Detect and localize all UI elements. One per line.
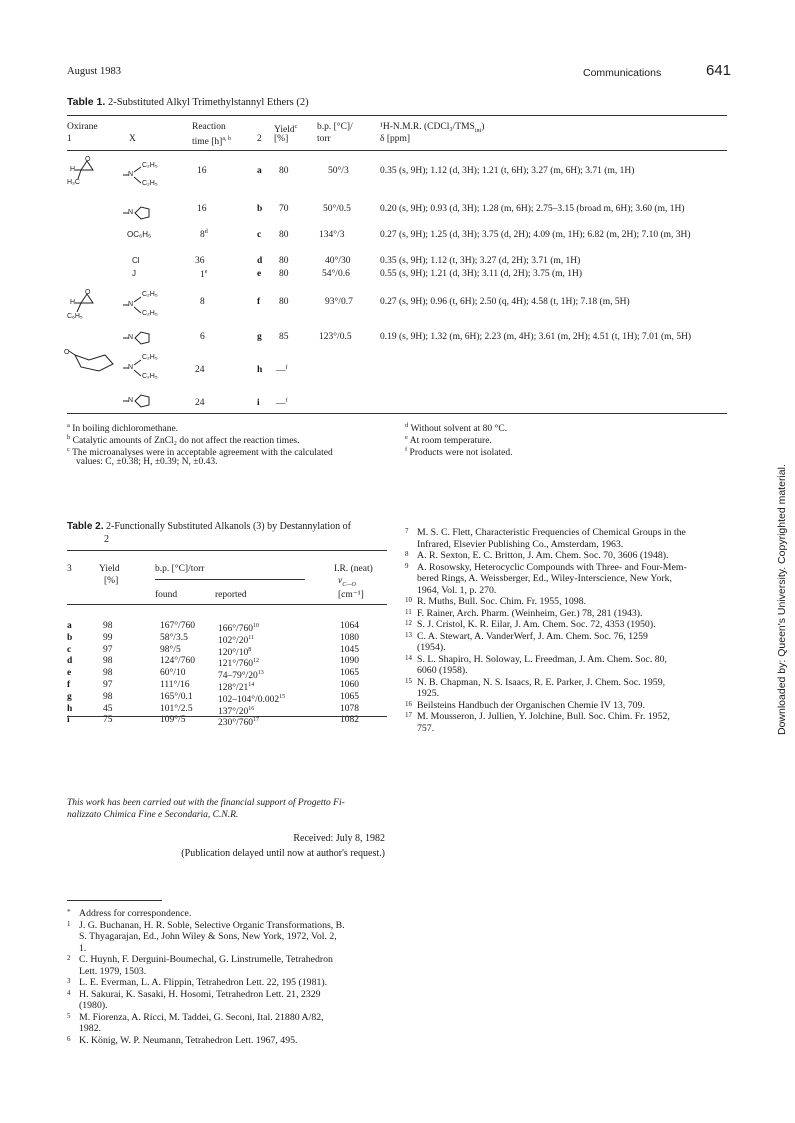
table2-head-rule [67, 604, 387, 605]
reference-number: 4 [67, 988, 71, 997]
reference-line: M. Fiorenza, A. Ricci, M. Taddei, G. Seconi, Ital. 21880 A/82, [79, 1011, 324, 1023]
t2-yield: 75 [103, 715, 113, 726]
t2-col-ir1: I.R. (neat) [334, 564, 373, 574]
t1-id-d: d [257, 256, 263, 266]
t2-ir: 1045 [340, 644, 359, 655]
struct-c2h5-h1: C₂H₅ [142, 354, 158, 361]
t1-col-bp1: b.p. [°C]/ [317, 122, 353, 132]
t2-found: 98°/5 [160, 644, 181, 655]
reference-number: 16 [405, 699, 412, 708]
t2-id: e [67, 668, 72, 679]
t2-found: 109°/5 [160, 715, 186, 726]
reference-line: (1980). [79, 1000, 108, 1011]
t1-bp-d: 40°/30 [325, 256, 351, 266]
t1-time-i: 24 [195, 398, 205, 408]
t2-col-reported: reported [215, 590, 247, 600]
t1-id-b: b [257, 204, 263, 214]
reference-line: S. L. Shapiro, H. Soloway, L. Freedman, J. Am. Chem. Soc. 80, [417, 653, 667, 665]
reference-number: 8 [405, 550, 409, 558]
t2-ir: 1064 [340, 621, 359, 631]
t2-col-found: found [155, 590, 178, 600]
t2-ir: 1080 [340, 632, 359, 643]
t1-id-h: h [257, 365, 263, 375]
struct-n-i: N [128, 397, 134, 404]
reference-number: 12 [405, 619, 412, 627]
acknowledgement: This work has been carried out with the financial support of Progetto Fi- nalizzato Chimica Fine e Secondaria, C.N.R. [67, 798, 345, 820]
t1-col-x: X [129, 134, 136, 144]
reference-line: R. Muths, Bull. Soc. Chim. Fr. 1955, 1098. [417, 596, 587, 607]
reference-number: 9 [405, 561, 409, 570]
t1-time-d: 36 [195, 256, 205, 266]
t2-bp-rule [155, 579, 305, 580]
t1-time-h: 24 [195, 365, 205, 375]
struct-n-g: N [128, 334, 134, 341]
t2-ir: 1082 [340, 715, 359, 726]
table2-label: Table 2. [67, 521, 104, 532]
t1-footnote-c1: $^c$ The microanalyses were in acceptable agreement with the calculated [67, 446, 333, 459]
t2-yield: 97 [103, 680, 113, 690]
t1-yield-b: 70 [279, 204, 289, 214]
t1-x-d: Cl [132, 256, 140, 265]
t2-reported: $128^\circ/21^{14}$ [218, 682, 255, 694]
t2-found: 58°/3.5 [160, 632, 188, 643]
t2-col-yield1: Yield [99, 564, 120, 574]
t1-bp-g: 123°/0.5 [319, 332, 352, 342]
t1-footnote-c2: values: C, ±0.38; H, ±0.39; N, ±0.43. [76, 457, 218, 467]
t1-col-nmr2: δ [ppm] [380, 134, 411, 144]
t1-time-a: 16 [197, 166, 207, 176]
t1-nmr-d: 0.35 (s, 9H); 1.12 (t, 3H); 3.27 (d, 2H); 3.71 (m, 1H) [380, 256, 581, 266]
t1-yield-d: 80 [279, 256, 289, 266]
struct-n-a: N [128, 171, 134, 178]
t2-id: c [67, 644, 72, 655]
download-notice: Downloaded by: Queen's University. Copyrighted material. [776, 464, 788, 735]
struct-o-1: O [85, 156, 91, 163]
struct-h3c: H₃C [67, 179, 80, 186]
reference-line: (1954). [417, 642, 446, 653]
t1-nmr-b: 0.20 (s, 9H); 0.93 (d, 3H); 1.28 (m, 6H); 2.75–3.15 (broad m, 6H); 3.60 (m, 1H) [380, 204, 685, 214]
reference-number: 11 [405, 607, 412, 616]
reference-line: M. Mousseron, J. Jullien, Y. Jolchine, Bull. Soc. Chim. Fr. 1952, [417, 711, 670, 722]
reference-line: Infrared, Elsevier Publishing Co., Amsterdam, 1963. [417, 538, 624, 550]
reference-line: 1982. [79, 1023, 102, 1034]
reference-line: A. Rosowsky, Heterocyclic Compounds with Three- and Four-Mem- [417, 561, 687, 573]
t2-ir: 1078 [340, 703, 359, 714]
table1-caption [67, 96, 309, 108]
struct-n-f: N [128, 301, 134, 308]
t1-yield-c: 80 [279, 230, 289, 240]
t1-id-i: i [257, 398, 260, 408]
t1-footnote-a: $^a$ In boiling dichloromethane. [67, 422, 179, 435]
reference-number: 7 [405, 527, 409, 535]
t1-yield-g: 85 [279, 332, 289, 342]
t1-bp-c: 134°/3 [319, 230, 345, 240]
t1-nmr-f: 0.27 (s, 9H); 0.96 (t, 6H); 2.50 (q, 4H); 4.58 (t, 1H); 7.18 (m, 5H) [380, 297, 630, 307]
table1-top-rule [67, 115, 727, 116]
received-date: Received: July 8, 1982 [293, 833, 385, 844]
reference-line: J. G. Buchanan, H. R. Soble, Selective Organic Transformations, B. [79, 919, 345, 931]
struct-h-1: H [70, 166, 76, 173]
header-date: August 1983 [67, 66, 121, 77]
t1-col-time2: time $[h]^{a, b}$ [192, 136, 232, 148]
reference-line: C. A. Stewart, A. VanderWerf, J. Am. Chem. Soc. 76, 1259 [417, 630, 648, 642]
t2-reported: $121^\circ/760^{12}$ [218, 658, 259, 670]
t1-yield-i: —$^f$ [276, 398, 288, 410]
t2-reported: $166^\circ/760^{10}$ [218, 623, 259, 635]
reference-line: A. R. Sexton, E. C. Britton, J. Am. Chem. Soc. 70, 3606 (1948). [417, 550, 669, 561]
t1-col-2: 2 [257, 134, 262, 144]
t2-yield: 98 [103, 668, 113, 679]
struct-c2h5-a2: C₂H₅ [142, 180, 158, 187]
t2-found: 124°/760 [160, 656, 195, 667]
t1-id-e: e [257, 269, 262, 279]
struct-c2h5-f1: C₂H₅ [142, 291, 158, 298]
t1-bp-f: 93°/0.7 [325, 297, 353, 307]
t2-col-ir2: $\nu_{C—O}$ [338, 576, 356, 588]
table2-caption: Table 2. 2-Functionally Substituted Alkanols (3) by Destannylation of [67, 521, 351, 532]
t1-yield-a: 80 [279, 166, 289, 176]
table2-caption-2: 2 [104, 534, 109, 545]
publication-note: (Publication delayed until now at author's request.) [181, 848, 385, 859]
t1-time-b: 16 [197, 204, 207, 214]
reference-line: L. E. Everman, L. A. Flippin, Tetrahedron Lett. 22, 195 (1981). [79, 977, 328, 988]
reference-number: 6 [67, 1034, 71, 1043]
t2-col-yield2: [%] [104, 576, 119, 586]
t2-yield: 45 [103, 703, 113, 714]
reference-line: C. Huynh, F. Derguini-Boumechal, G. Linstrumelle, Tetrahedron [79, 954, 333, 965]
table2-top-rule [67, 550, 387, 551]
t2-id: f [67, 680, 71, 690]
table1-label: Table 1. [67, 96, 106, 108]
table1-head-rule [67, 150, 727, 151]
reference-line: M. S. C. Flett, Characteristic Frequencies of Chemical Groups in the [417, 527, 686, 538]
t1-yield-f: 80 [279, 297, 289, 307]
t2-id: g [67, 691, 72, 702]
t1-id-c: c [257, 230, 262, 240]
t2-yield: 99 [103, 632, 113, 643]
reference-number: 17 [405, 711, 412, 719]
footnote-separator [67, 900, 162, 901]
t1-col-time1: Reaction [192, 122, 226, 132]
t2-reported: $120^\circ/10^8$ [218, 646, 252, 658]
t1-footnote-e: $^e$ At room temperature. [405, 434, 492, 447]
reference-line: F. Rainer, Arch. Pharm. (Weinheim, Ger.) 78, 281 (1943). [417, 607, 643, 619]
table1-title: 2-Substituted Alkyl Trimethylstannyl Ethers (2) [107, 97, 309, 108]
t1-bp-e: 54°/0.6 [322, 269, 350, 279]
header-section: Communications [583, 67, 662, 79]
t2-reported: $74-79^\circ/20^{13}$ [218, 670, 264, 682]
t2-found: 111°/16 [160, 680, 190, 690]
reference-number: * [67, 908, 71, 916]
struct-c6h5: C₆H₅ [67, 313, 83, 320]
reference-number: 2 [67, 954, 71, 962]
reference-line: 757. [417, 722, 435, 734]
t1-nmr-a: 0.35 (s, 9H); 1.12 (d, 3H); 1.21 (t, 6H); 3.27 (m, 6H); 3.71 (m, 1H) [380, 166, 635, 176]
t1-id-a: a [257, 166, 262, 176]
reference-line: Address for correspondence. [79, 908, 192, 919]
t1-yield-h: —$^f$ [276, 365, 288, 377]
t2-reported: $102^\circ/20^{11}$ [218, 634, 254, 646]
t1-time-c: 8$^d$ [200, 229, 208, 241]
reference-number: 1 [67, 919, 71, 928]
t2-found: 165°/0.1 [160, 691, 193, 702]
struct-n-h: N [128, 364, 134, 371]
t1-id-g: g [257, 332, 262, 342]
t2-yield: 97 [103, 644, 113, 655]
t1-nmr-e: 0.55 (s, 9H); 1.21 (d, 3H); 3.11 (d, 2H); 3.75 (m, 1H) [380, 269, 583, 279]
t1-time-e: 1e [200, 269, 208, 281]
t2-ir: 1090 [340, 656, 359, 667]
table2-bottom-rule [67, 716, 387, 717]
reference-line: 6060 (1958). [417, 665, 468, 676]
reference-line: Lett. 1979, 1503. [79, 965, 147, 977]
reference-number: 15 [405, 676, 412, 685]
t2-id: a [67, 621, 72, 631]
t1-bp-b: 50°/0.5 [323, 204, 351, 214]
t1-col-yield1: Yield$^c$ [274, 124, 298, 136]
reference-number: 3 [67, 977, 71, 985]
t1-id-f: f [257, 297, 261, 307]
reference-number: 14 [405, 653, 412, 662]
table1-bottom-rule [67, 413, 727, 414]
t2-reported: $137^\circ/20^{16}$ [218, 705, 255, 717]
reference-number: 13 [405, 630, 412, 639]
t2-col-3: 3 [67, 564, 72, 574]
t1-bp-a: 50°/3 [328, 166, 349, 176]
t1-footnote-d: $^d$ Without solvent at 80 °C. [405, 422, 508, 435]
t2-ir: 1065 [340, 668, 359, 679]
reference-line: S. J. Cristol, K. R. Eilar, J. Am. Chem. Soc. 72, 4353 (1950). [417, 619, 656, 630]
reference-line: N. B. Chapman, N. S. Isaacs, R. E. Parker, J. Chem. Soc. 1959, [417, 676, 666, 688]
t2-yield: 98 [103, 656, 113, 667]
t2-ir: 1060 [340, 680, 359, 690]
t1-nmr-c: 0.27 (s, 9H); 1.25 (d, 3H); 3.75 (d, 2H); 4.09 (m, 1H); 6.82 (m, 2H); 7.10 (m, 3H) [380, 230, 691, 240]
struct-h-2: H [70, 299, 76, 306]
t1-footnote-f: $^f$ Products were not isolated. [405, 446, 513, 459]
t2-id: i [67, 715, 70, 726]
struct-c2h5-f2: C₂H₅ [142, 310, 158, 317]
t2-yield: 98 [103, 691, 113, 702]
struct-c2h5-h2: C₂H₅ [142, 373, 158, 380]
t2-id: d [67, 656, 73, 667]
reference-line: S. Thyagarajan, Ed., John Wiley & Sons, New York, 1972, Vol. 2, [79, 931, 337, 942]
reference-line: Beilsteins Handbuch der Organischen Chemie IV 13, 709. [417, 699, 645, 711]
page-number: 641 [706, 62, 732, 79]
t1-yield-e: 80 [279, 269, 289, 279]
t1-col-oxirane-num: 1 [67, 134, 72, 144]
t1-x-c: OC₆H₅ [127, 230, 152, 239]
t2-col-bp: b.p. [°C]/torr [155, 564, 205, 574]
t1-col-yield2: [%] [274, 134, 289, 144]
struct-o-3: O [64, 349, 70, 356]
t1-footnote-b: $^b$ Catalytic amounts of ZnCl₂ do not affect the reaction times. [67, 434, 300, 447]
t1-col-oxirane: Oxirane [67, 122, 98, 132]
t1-col-bp2: torr [317, 134, 331, 144]
oxirane-structures [67, 155, 197, 420]
t2-col-ir3: [cm⁻¹] [338, 590, 364, 600]
struct-n-b: N [128, 209, 134, 216]
reference-line: bered Rings, A. Weissberger, Ed., Wiley-Interscience, New York, [417, 573, 672, 584]
t2-found: 101°/2.5 [160, 703, 193, 714]
reference-number: 10 [405, 596, 412, 604]
t1-nmr-g: 0.19 (s, 9H); 1.32 (m, 6H); 2.23 (m, 4H); 3.61 (m, 2H); 4.51 (t, 1H); 7.01 (m, 5H) [380, 332, 692, 342]
t2-found: 60°/10 [160, 668, 186, 679]
reference-line: 1964, Vol. 1, p. 270. [417, 584, 497, 596]
t1-time-g: 6 [200, 332, 205, 342]
t1-col-nmr1: ¹H-N.M.R. $(CDCl_3/TMS_{int})$ [380, 122, 485, 134]
struct-c2h5-a1: C₂H₅ [142, 162, 158, 169]
t2-ir: 1065 [340, 691, 359, 702]
t2-id: h [67, 703, 73, 714]
reference-line: K. König, W. P. Neumann, Tetrahedron Lett. 1967, 495. [79, 1034, 298, 1046]
reference-line: 1925. [417, 688, 440, 699]
t2-id: b [67, 632, 73, 643]
t2-found: 167°/760 [160, 621, 195, 631]
reference-line: H. Sakurai, K. Sasaki, H. Hosomi, Tetrahedron Lett. 21, 2329 [79, 988, 321, 1000]
t2-yield: 98 [103, 621, 113, 631]
t1-time-f: 8 [200, 297, 205, 307]
reference-line: 1. [79, 942, 87, 954]
struct-o-2: O [85, 289, 91, 296]
t2-reported: 102–104°/0.002$^{15}$ [218, 693, 286, 705]
reference-number: 5 [67, 1011, 71, 1020]
t2-reported: $230^\circ/760^{17}$ [218, 717, 259, 729]
t1-x-e: J [132, 269, 136, 278]
